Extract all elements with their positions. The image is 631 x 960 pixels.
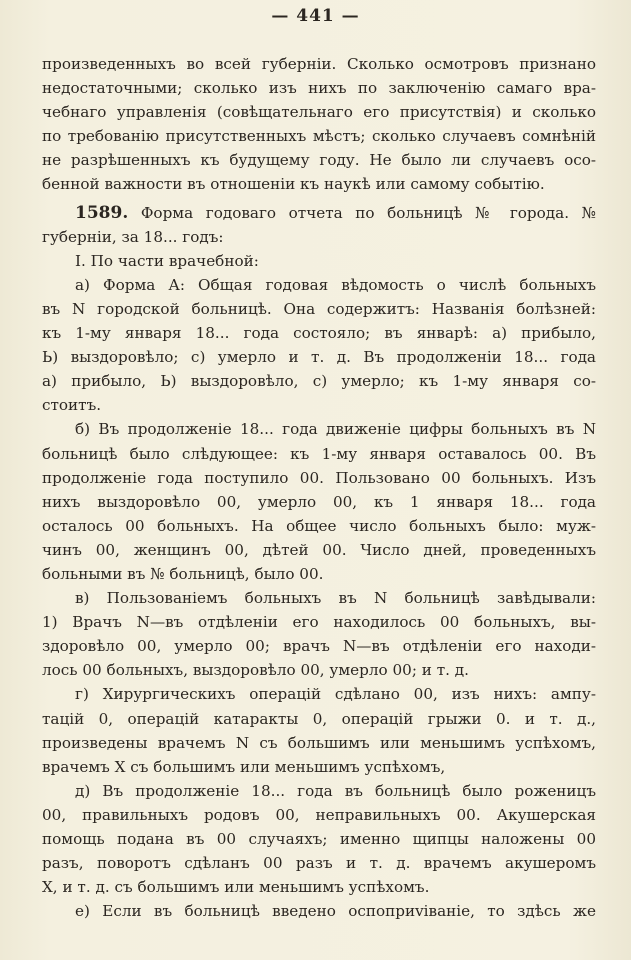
text-line: къ 1-му января 18... года состояло; въ январѣ: а) прибыло, xyxy=(42,324,596,343)
text-line: здоровѣло 00, умерло 00; врачъ N—въ отдѣленіи его находи- xyxy=(42,637,596,656)
text-line: чинъ 00, женщинъ 00, дѣтей 00. Число дней, проведенныхъ xyxy=(42,540,596,559)
text-line: е) Если въ больницѣ введено оспоприviваніе, то здѣсь же xyxy=(75,902,596,921)
page-body xyxy=(42,52,596,923)
text-line: д) Въ продолженіе 18... года въ больницѣ было роженицъ xyxy=(75,781,596,800)
text-line: X, и т. д. съ большимъ или меньшимъ успѣхомъ. xyxy=(42,878,430,897)
text-line: в) Пользованіемъ больныхъ въ N больницѣ завѣдывали: xyxy=(75,589,596,608)
text-line: чебнаго управленія (совѣщательнаго его присутствія) и сколько xyxy=(42,103,596,122)
text-line: въ N городской больницѣ. Она содержитъ: Названія болѣзней: xyxy=(42,299,596,318)
text-line: а) Форма А: Общая годовая вѣдомость о числѣ больныхъ xyxy=(75,275,596,294)
page-number: — 441 — xyxy=(271,6,360,26)
text-line: г) Хирургическихъ операцій сдѣлано 00, изъ нихъ: ампу- xyxy=(75,685,596,704)
text-line: а) прибыло, Ь) выздоровѣло, с) умерло; къ 1-му января со- xyxy=(42,372,596,391)
section-heading-line: 1589. Форма годоваго отчета по больницѣ № города. № xyxy=(75,202,596,223)
text-line: лось 00 больныхъ, выздоровѣло 00, умерло 00; и т. д. xyxy=(42,661,469,680)
text-line: продолженіе года поступило 00. Пользовано 00 больныхъ. Изъ xyxy=(42,468,596,487)
text-line: произведены врачемъ N съ большимъ или меньшимъ успѣхомъ, xyxy=(42,733,596,752)
text-line: недостаточными; сколько изъ нихъ по заключенію самаго вра- xyxy=(42,79,596,98)
text-line: губерніи, за 18... годъ: xyxy=(42,227,224,246)
text-line: стоитъ. xyxy=(42,396,102,415)
text-line: 1) Врачъ N—въ отдѣленіи его находилось 00 больныхъ, вы- xyxy=(42,613,596,632)
text-line: врачемъ X съ большимъ или меньшимъ успѣхомъ, xyxy=(42,757,446,776)
text-line: больными въ № больницѣ, было 00. xyxy=(42,564,324,583)
text-line: не разрѣшенныхъ къ будущему году. Не было ли случаевъ осо- xyxy=(42,151,596,170)
text-line: 00, правильныхъ родовъ 00, неправильныхъ 00. Акушерская xyxy=(42,805,596,824)
text-line: произведенныхъ во всей губерніи. Сколько осмотровъ признано xyxy=(42,55,596,73)
section-number: 1589. xyxy=(75,202,129,223)
text-line: больницѣ было слѣдующее: къ 1-му января оставалось 00. Въ xyxy=(42,444,596,463)
text-line: Ь) выздоровѣло; с) умерло и т. д. Въ продолженіи 18... года xyxy=(42,348,596,367)
text-line: тацій 0, операцій катаракты 0, операцій грыжи 0. и т. д., xyxy=(42,709,596,728)
text-line: б) Въ продолженіе 18... года движеніе цифры больныхъ въ N xyxy=(75,420,596,439)
text-line: помощь подана въ 00 случаяхъ; именно щипцы наложены 00 xyxy=(42,830,596,848)
text-line: нихъ выздоровѣло 00, умерло 00, къ 1 января 18... года xyxy=(42,492,596,511)
subsection-heading: I. По части врачебной: xyxy=(75,251,259,270)
text-line: разъ, поворотъ сдѣланъ 00 разъ и т. д. врачемъ акушеромъ xyxy=(42,854,596,873)
text-line: по требованію присутственныхъ мѣстъ; сколько случаевъ сомнѣній xyxy=(42,127,596,146)
text-line: бенной важности въ отношеніи къ наукѣ или самому событію. xyxy=(42,175,545,194)
text-line: осталось 00 больныхъ. На общее число больныхъ было: муж- xyxy=(42,516,596,535)
